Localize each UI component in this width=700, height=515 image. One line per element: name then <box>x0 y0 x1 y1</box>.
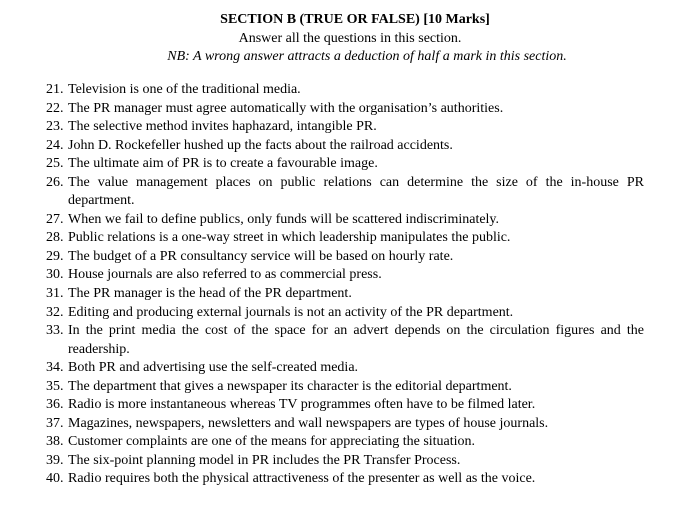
question-item <box>46 266 644 285</box>
question-text: John D. Rockefeller hushed up the facts about the railroad accidents. <box>68 137 453 153</box>
question-item <box>46 470 644 489</box>
question-number: 29. <box>46 248 64 264</box>
question-text: The budget of a PR consultancy service will be based on hourly rate. <box>68 248 454 264</box>
question-text: The PR manager is the head of the PR department. <box>68 286 352 302</box>
section-title: SECTION B (TRUE OR FALSE) [10 Marks] <box>220 12 490 27</box>
question-text: The ultimate aim of PR is to create a favourable image. <box>68 156 378 172</box>
section-note: NB: A wrong answer attracts a deduction of half a mark in this section. <box>167 49 567 64</box>
question-item <box>46 248 644 267</box>
question-item <box>46 359 644 378</box>
question-item <box>46 174 644 211</box>
question-number: 25. <box>46 156 64 172</box>
question-text: The selective method invites haphazard, intangible PR. <box>68 119 377 135</box>
question-item <box>46 81 644 100</box>
question-number: 35. <box>46 378 64 394</box>
question-text: Editing and producing external journals is not an activity of the PR department. <box>68 304 514 320</box>
question-text: Magazines, newspapers, newsletters and wall newspapers are types of house journals. <box>68 415 549 431</box>
question-text: House journals are also referred to as commercial press. <box>68 267 382 283</box>
question-item <box>46 100 644 119</box>
question-number: 22. <box>46 100 64 116</box>
question-number: 30. <box>46 267 64 283</box>
question-text: In the print media the cost of the space for an advert depends on the circulation figures and the readership. <box>68 323 644 357</box>
question-item <box>46 452 644 471</box>
question-item <box>46 433 644 452</box>
question-item <box>46 229 644 248</box>
question-text: Radio requires both the physical attractiveness of the presenter as well as the voice. <box>68 471 536 487</box>
question-item <box>46 137 644 156</box>
question-text: Both PR and advertising use the self-created media. <box>68 360 359 376</box>
question-text: Public relations is a one-way street in which leadership manipulates the public. <box>68 230 511 246</box>
question-list <box>46 81 644 489</box>
question-number: 24. <box>46 137 64 153</box>
question-number: 33. <box>46 323 64 339</box>
question-number: 32. <box>46 304 64 320</box>
question-text: The department that gives a newspaper its character is the editorial department. <box>68 378 512 394</box>
question-text: The six-point planning model in PR includes the PR Transfer Process. <box>68 452 461 468</box>
question-text: When we fail to define publics, only funds will be scattered indiscriminately. <box>68 211 500 227</box>
question-item <box>46 396 644 415</box>
question-item <box>46 118 644 137</box>
question-text: The PR manager must agree automatically with the organisation’s authorities. <box>68 100 504 116</box>
question-number: 34. <box>46 360 64 376</box>
question-number: 27. <box>46 211 64 227</box>
question-number: 31. <box>46 286 64 302</box>
question-number: 23. <box>46 119 64 135</box>
question-number: 38. <box>46 434 64 450</box>
question-text: Television is one of the traditional media. <box>68 82 301 97</box>
question-text: The value management places on public relations can determine the size of the in-house PR department. <box>68 174 644 209</box>
question-number: 39. <box>46 452 64 468</box>
question-item <box>46 322 644 359</box>
question-item <box>46 285 644 304</box>
question-item <box>46 155 644 174</box>
question-item <box>46 211 644 230</box>
question-number: 21. <box>46 82 64 97</box>
question-item <box>46 415 644 434</box>
question-item <box>46 304 644 323</box>
question-number: 36. <box>46 397 64 413</box>
section-header <box>0 11 700 67</box>
question-number: 37. <box>46 415 64 431</box>
question-number: 26. <box>46 174 64 190</box>
question-number: 28. <box>46 230 64 246</box>
question-number: 40. <box>46 471 64 487</box>
question-text: Radio is more instantaneous whereas TV programmes often have to be filmed later. <box>68 397 536 413</box>
question-item <box>46 378 644 397</box>
section-instruction: Answer all the questions in this section. <box>238 30 462 46</box>
question-text: Customer complaints are one of the means for appreciating the situation. <box>68 434 476 450</box>
